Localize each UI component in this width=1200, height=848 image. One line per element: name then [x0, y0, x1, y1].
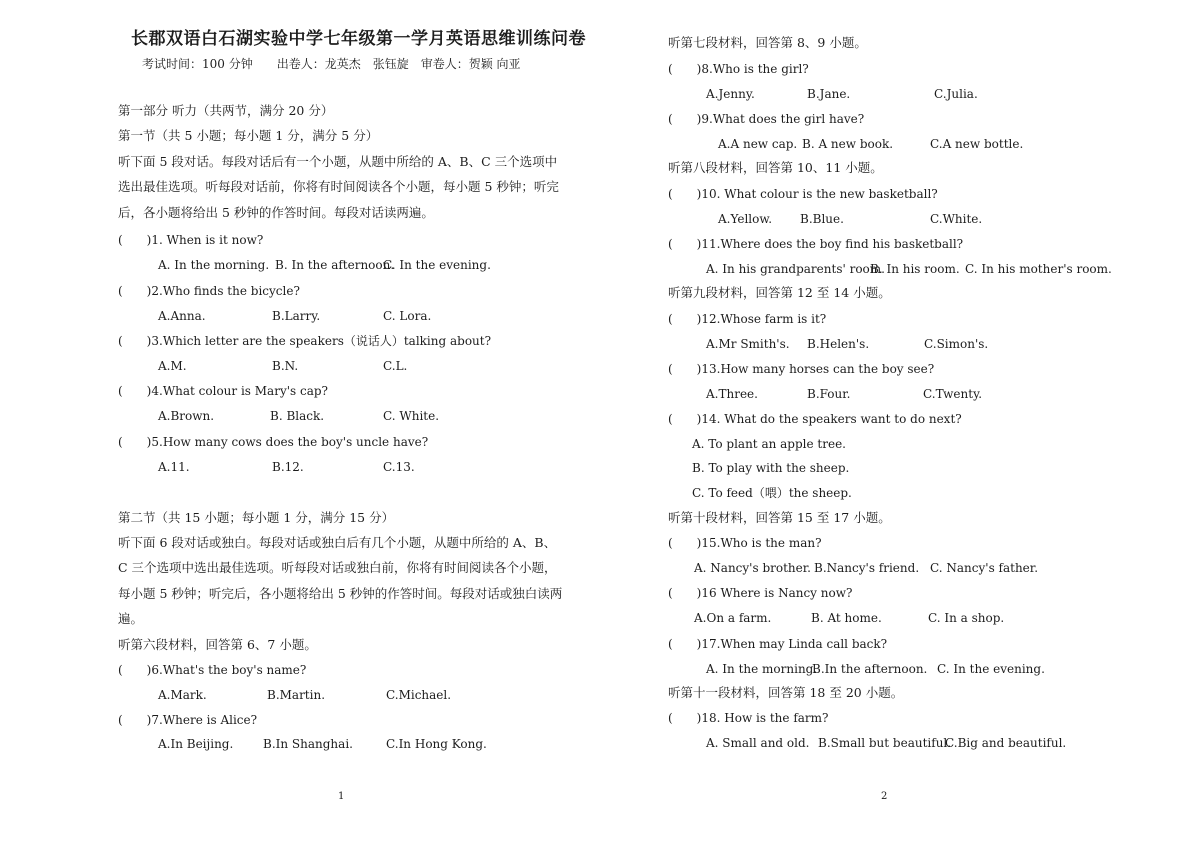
option-b: B. To play with the sheep.: [692, 461, 850, 475]
option-c: C.A new bottle.: [930, 137, 1024, 151]
option-a: A. Small and old.: [706, 736, 810, 750]
material-9-heading: 听第九段材料，回答第 12 至 14 小题。: [668, 285, 891, 300]
option-a: A.In Beijing.: [158, 737, 234, 751]
section-two-instruction-line: C 三个选项中选出最佳选项。听每段对话或独白前，你将有时间阅读各个小题，: [118, 560, 557, 575]
option-c: C.Big and beautiful.: [945, 736, 1067, 750]
option-b: B.Larry.: [272, 309, 321, 323]
section-one-heading: 第一节（共 5 小题；每小题 1 分，满分 5 分）: [118, 128, 379, 143]
question-6: ( )6.What's the boy's name?: [118, 663, 307, 677]
material-8-heading: 听第八段材料，回答第 10、11 小题。: [668, 160, 883, 175]
option-b: B.Nancy's friend.: [814, 561, 920, 575]
option-a: A.11.: [158, 460, 190, 474]
section-two-heading: 第二节（共 15 小题；每小题 1 分，满分 15 分）: [118, 510, 395, 525]
question-16: ( )16 Where is Nancy now?: [668, 586, 853, 600]
section-one-instruction-line: 选出最佳选项。听每段对话前，你将有时间阅读各个小题，每小题 5 秒钟；听完: [118, 179, 559, 194]
material-11-heading: 听第十一段材料，回答第 18 至 20 小题。: [668, 685, 904, 700]
option-a: A. In the morning.: [706, 662, 818, 676]
material-6-heading: 听第六段材料，回答第 6、7 小题。: [118, 637, 317, 652]
material-7-heading: 听第七段材料，回答第 8、9 小题。: [668, 35, 867, 50]
question-14: ( )14. What do the speakers want to do next?: [668, 412, 962, 426]
question-15: ( )15.Who is the man?: [668, 536, 822, 550]
option-c: C. White.: [383, 409, 440, 423]
option-b: B.N.: [272, 359, 299, 373]
option-a: A.Jenny.: [706, 87, 755, 101]
question-3: ( )3.Which letter are the speakers（说话人）talking about?: [118, 334, 492, 348]
option-a: A.Brown.: [158, 409, 215, 423]
option-c: C.L.: [383, 359, 408, 373]
option-b: B. In the afternoon.: [275, 258, 395, 272]
part-one-heading: 第一部分 听力（共两节，满分 20 分）: [118, 103, 334, 118]
question-2: ( )2.Who finds the bicycle?: [118, 284, 300, 298]
question-10: ( )10. What colour is the new basketball?: [668, 187, 938, 201]
option-c: C.Julia.: [934, 87, 978, 101]
option-c: C.In Hong Kong.: [386, 737, 487, 751]
option-a: A.Mr Smith's.: [706, 337, 790, 351]
option-a: A.Three.: [706, 387, 758, 401]
page-number: 2: [881, 791, 888, 802]
section-one-instruction-line: 后，各小题将给出 5 秒钟的作答时间。每段对话读两遍。: [118, 205, 434, 220]
option-c: C. In a shop.: [928, 611, 1005, 625]
section-two-instruction-line: 每小题 5 秒钟；听完后，各小题将给出 5 秒钟的作答时间。每段对话或独白读两: [118, 586, 563, 601]
option-c: C. In his mother's room.: [965, 262, 1112, 276]
question-12: ( )12.Whose farm is it?: [668, 312, 827, 326]
question-7: ( )7.Where is Alice?: [118, 713, 258, 727]
option-b: B.Jane.: [807, 87, 851, 101]
option-b: B. In his room.: [870, 262, 960, 276]
option-b: B.In the afternoon.: [812, 662, 928, 676]
question-5: ( )5.How many cows does the boy's uncle have?: [118, 435, 429, 449]
exam-page-2: [600, 0, 1200, 848]
option-b: B.12.: [272, 460, 304, 474]
option-b: B.Four.: [807, 387, 851, 401]
option-b: B. Black.: [270, 409, 325, 423]
option-c: C.White.: [930, 212, 983, 226]
option-b: B.Small but beautiful.: [818, 736, 952, 750]
question-1: ( )1. When is it now?: [118, 233, 264, 247]
option-b: B.Helen's.: [807, 337, 870, 351]
option-c: C. Lora.: [383, 309, 432, 323]
page-number: 1: [338, 791, 345, 802]
option-b: B.Martin.: [267, 688, 326, 702]
question-11: ( )11.Where does the boy find his basketball?: [668, 237, 964, 251]
option-c: C.Michael.: [386, 688, 452, 702]
question-4: ( )4.What colour is Mary's cap?: [118, 384, 328, 398]
question-18: ( )18. How is the farm?: [668, 711, 829, 725]
section-two-instruction-line: 听下面 6 段对话或独白。每段对话或独白后有几个小题，从题中所给的 A、B、: [118, 535, 557, 550]
option-c: C.Simon's.: [924, 337, 989, 351]
option-c: C.13.: [383, 460, 415, 474]
question-8: ( )8.Who is the girl?: [668, 62, 809, 76]
option-c: C. Nancy's father.: [930, 561, 1039, 575]
option-a: A.Anna.: [158, 309, 206, 323]
option-c: C.Twenty.: [923, 387, 983, 401]
option-a: A.On a farm.: [694, 611, 772, 625]
option-a: A. In the morning.: [158, 258, 270, 272]
option-b: B.Blue.: [800, 212, 844, 226]
option-b: B. A new book.: [802, 137, 894, 151]
option-b: B. At home.: [811, 611, 882, 625]
exam-meta: 考试时间：100 分钟 出卷人：龙英杰 张钰旋 审卷人：贺颖 向亚: [142, 57, 521, 71]
option-b: B.In Shanghai.: [263, 737, 353, 751]
exam-title: 长郡双语白石湖实验中学七年级第一学月英语思维训练问卷: [131, 29, 586, 49]
option-c: C. In the evening.: [383, 258, 491, 272]
section-one-instruction-line: 听下面 5 段对话。每段对话后有一个小题，从题中所给的 A、B、C 三个选项中: [118, 154, 558, 169]
option-a: A.Yellow.: [718, 212, 773, 226]
option-a: A. To plant an apple tree.: [692, 437, 846, 451]
material-10-heading: 听第十段材料，回答第 15 至 17 小题。: [668, 510, 891, 525]
option-c: C. In the evening.: [937, 662, 1045, 676]
option-a: A.M.: [158, 359, 187, 373]
option-a: A. In his grandparents' room.: [706, 262, 885, 276]
option-a: A. Nancy's brother.: [694, 561, 811, 575]
option-a: A.Mark.: [158, 688, 207, 702]
question-9: ( )9.What does the girl have?: [668, 112, 865, 126]
section-two-instruction-line: 遍。: [118, 611, 144, 626]
question-17: ( )17.When may Linda call back?: [668, 637, 888, 651]
question-13: ( )13.How many horses can the boy see?: [668, 362, 935, 376]
option-a: A.A new cap.: [718, 137, 798, 151]
option-c: C. To feed（喂）the sheep.: [692, 486, 852, 500]
